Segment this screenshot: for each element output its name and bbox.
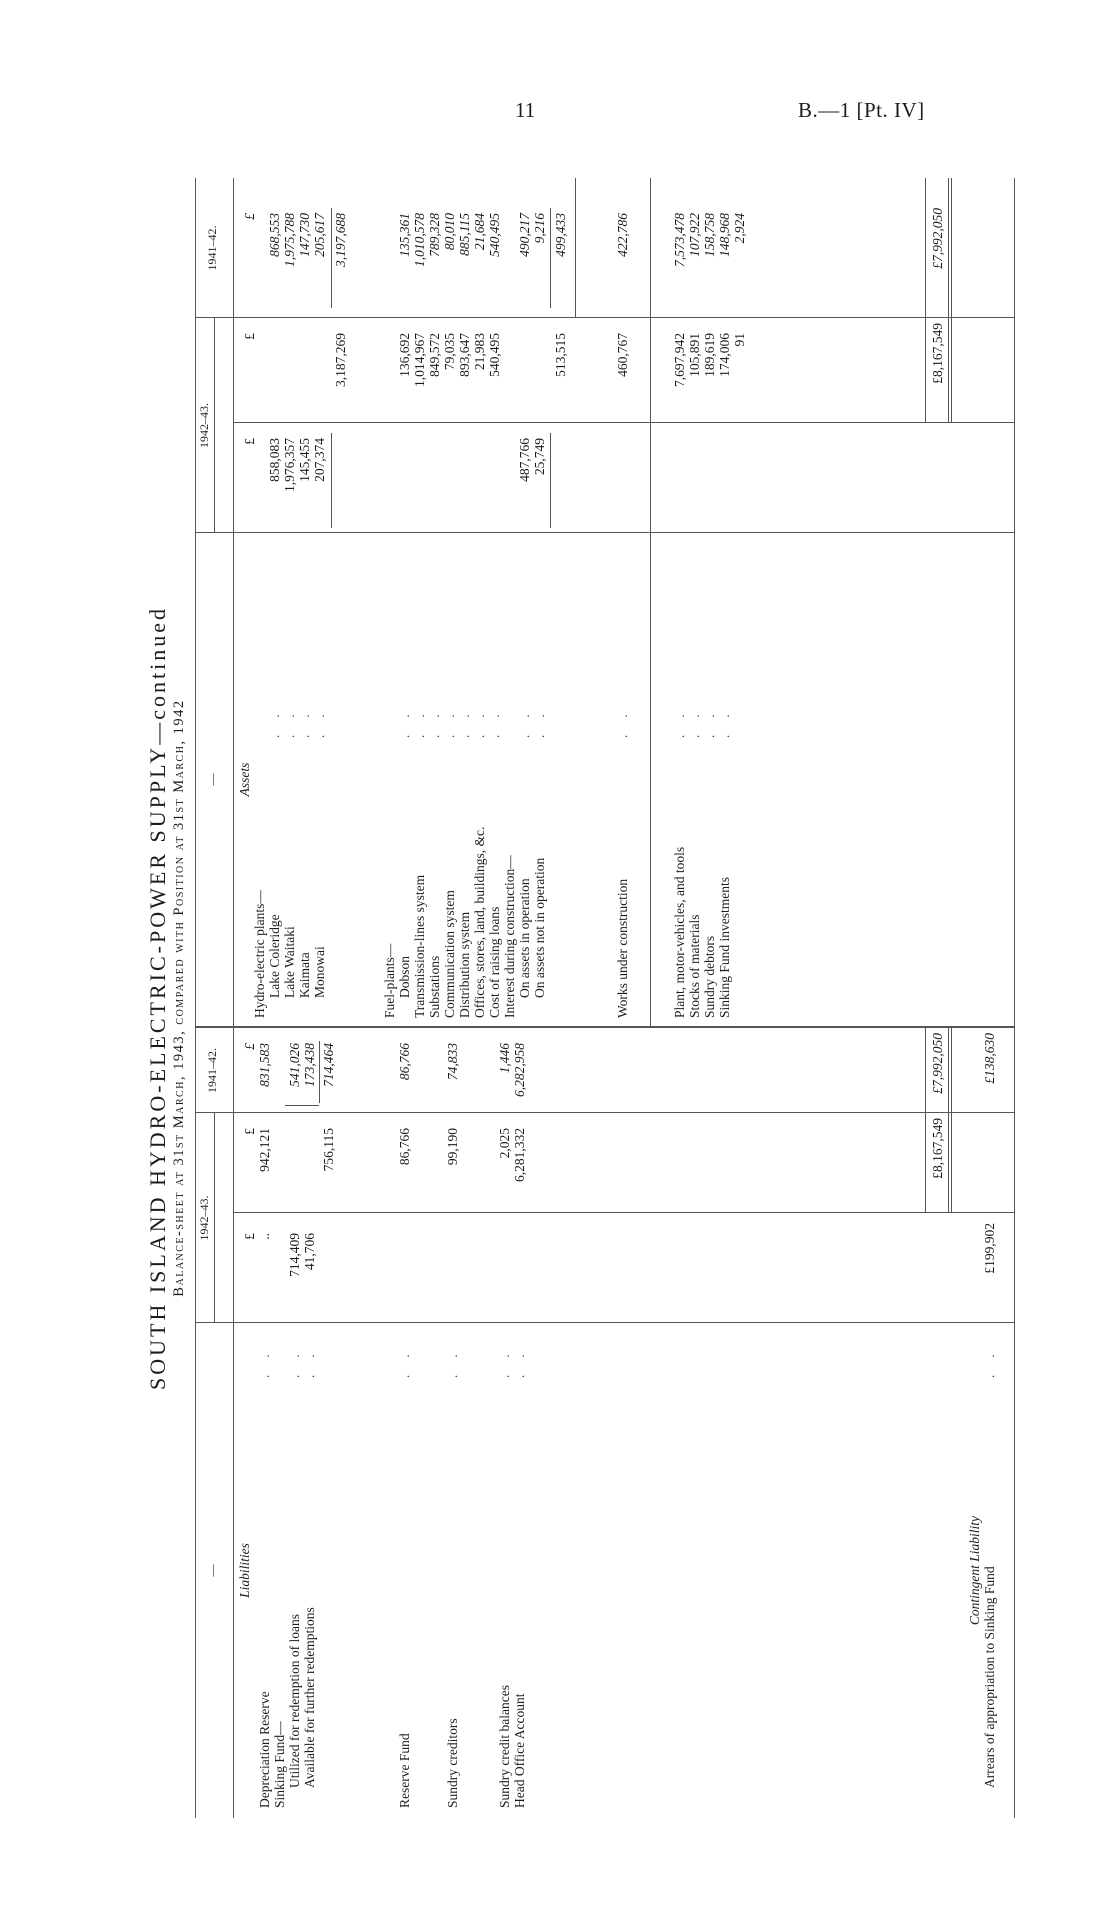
sundry-credit-balances-dots: . . [497, 1347, 512, 1378]
liab-total-prior: £7,992,050 [930, 1033, 945, 1094]
plant-prior: 7,573,478 [672, 213, 687, 267]
monowai-dots: . . [312, 707, 327, 738]
dobson-dots: . . [397, 707, 412, 738]
in-operation-dots: . . [517, 707, 532, 738]
plant-dots: . . [672, 707, 687, 738]
debtors-label: Sundry debtors [702, 935, 717, 1018]
sundry-creditors-label: Sundry creditors [445, 1718, 460, 1808]
in-operation-prior: 490,217 [517, 213, 532, 257]
interest-total-prior: 499,433 [553, 213, 568, 257]
liab-col-1943-header: 1942–43. [197, 1195, 211, 1241]
sinking-fund-label: Sinking Fund— [272, 1721, 287, 1808]
head-office-b: 6,281,332 [512, 1128, 527, 1182]
distribution-prior: 885,115 [457, 213, 472, 256]
monowai-prior: 205,617 [312, 213, 327, 257]
available-prior: 173,438 [302, 1043, 317, 1087]
communication-label: Communication system [442, 890, 457, 1018]
liab-total-rule-top [925, 1028, 926, 1213]
depreciation-reserve-label: Depreciation Reserve [257, 1691, 272, 1808]
sundry-credit-balances-prior: 1,446 [497, 1043, 512, 1074]
assets-heading: Assets [237, 762, 252, 797]
distribution-b: 893,647 [457, 333, 472, 377]
fuel-plants-label: Fuel-plants— [382, 943, 397, 1018]
works-prior: 422,786 [615, 213, 630, 257]
asset-total-rule-bottom-2 [951, 178, 952, 423]
arrears-dots: . . [982, 1347, 997, 1378]
sf-investments-dots: . . [717, 707, 732, 738]
reserve-fund-prior: 86,766 [397, 1043, 412, 1081]
head-office-label: Head Office Account [512, 1693, 527, 1808]
utilized-dots: . . [287, 1347, 302, 1378]
depreciation-reserve-prior: 831,583 [257, 1043, 272, 1087]
kaimata-label: Kaimata [297, 952, 312, 998]
sf-extra-b: 91 [732, 333, 747, 347]
depreciation-reserve-dots: . . [257, 1347, 272, 1378]
offices-b: 21,983 [472, 333, 487, 371]
hydro-subtotal-underline [331, 433, 332, 528]
transmission-dots: . . [412, 707, 427, 738]
communication-dots: . . [442, 707, 457, 738]
asset-pound-a: £ [242, 438, 257, 445]
liab-total-rule-bottom-2 [951, 1028, 952, 1213]
interest-label: Interest during construction— [502, 855, 517, 1018]
asset-total-prior: £7,992,050 [930, 208, 945, 269]
cost-loans-b: 540,495 [487, 333, 502, 377]
hydro-plants-label: Hydro-electric plants— [252, 890, 267, 1018]
sinking-subtotal-rule [285, 1105, 319, 1106]
lake-waitaki-dots: . . [282, 707, 297, 738]
liab-col-a-rule [195, 1322, 1015, 1323]
asset-total-rule-bottom [948, 178, 949, 423]
substations-prior: 789,328 [427, 213, 442, 257]
lake-waitaki-prior: 1,975,788 [282, 213, 297, 267]
transmission-prior: 1,010,578 [412, 213, 427, 267]
reserve-fund-label: Reserve Fund [397, 1733, 412, 1808]
sf-extra-prior: 2,924 [732, 213, 747, 244]
not-operation-a: 25,749 [532, 438, 547, 476]
contingent-heading: Contingent Liability [967, 1515, 982, 1626]
lake-waitaki-a: 1,976,357 [282, 438, 297, 492]
page-reference: B.—1 [Pt. IV] [798, 98, 925, 122]
stocks-b: 105,891 [687, 333, 702, 377]
header-rule [233, 178, 234, 1818]
sinking-total-prior: 714,464 [321, 1043, 336, 1087]
substations-dots: . . [427, 707, 442, 738]
stocks-label: Stocks of materials [687, 914, 702, 1018]
sundry-creditors-b: 99,190 [445, 1128, 460, 1166]
asset-col-1943-header: 1942–43. [197, 403, 211, 448]
lake-coleridge-label: Lake Coleridge [267, 914, 282, 998]
asset-dash-header: — [205, 773, 219, 786]
transmission-label: Transmission-lines system [412, 874, 427, 1018]
interest-subtotal-prior-underline [550, 208, 551, 308]
interest-section-rule [575, 178, 576, 318]
cost-loans-prior: 540,495 [487, 213, 502, 257]
debtors-prior: 158,758 [702, 213, 717, 257]
reserve-fund-b: 86,766 [397, 1128, 412, 1166]
cost-loans-label: Cost of raising loans [487, 906, 502, 1018]
top-rule [195, 178, 196, 1818]
liab-pound-b: £ [242, 1128, 257, 1135]
cost-loans-dots: . . [487, 707, 502, 738]
liab-year-split [214, 1113, 215, 1323]
asset-pound-c: £ [242, 213, 257, 220]
sf-investments-b: 174,006 [717, 333, 732, 377]
interest-total-b: 513,515 [553, 333, 568, 377]
dobson-prior: 135,361 [397, 213, 412, 257]
interest-subtotal-underline [550, 433, 551, 528]
sheet-title: SOUTH ISLAND HYDRO-ELECTRIC-POWER SUPPLY—continued [145, 606, 170, 1390]
offices-dots: . . [472, 707, 487, 738]
dobson-label: Dobson [397, 955, 412, 998]
distribution-label: Distribution system [457, 911, 472, 1018]
available-label: Available for further redemptions [302, 1607, 317, 1788]
substations-label: Substations [427, 955, 442, 1018]
communication-b: 79,035 [442, 333, 457, 371]
works-rule [650, 178, 651, 1026]
hydro-subtotal-prior-underline [331, 208, 332, 308]
plant-b: 7,697,942 [672, 333, 687, 387]
stocks-dots: . . [687, 707, 702, 738]
liab-col-c-rule [195, 1112, 1015, 1113]
sundry-credit-balances-label: Sundry credit balances [497, 1685, 512, 1808]
utilized-label: Utilized for redemption of loans [287, 1614, 302, 1788]
kaimata-prior: 147,730 [297, 213, 312, 257]
lake-coleridge-prior: 868,553 [267, 213, 282, 257]
sundry-credit-balances-b: 2,025 [497, 1128, 512, 1159]
hydro-total-prior: 3,197,688 [333, 213, 348, 267]
works-label: Works under construction [615, 878, 630, 1018]
sundry-creditors-prior: 74,833 [445, 1043, 460, 1081]
lake-coleridge-dots: . . [267, 707, 282, 738]
asset-pound-b: £ [242, 333, 257, 340]
utilized-a: 714,409 [287, 1233, 302, 1277]
dobson-b: 136,692 [397, 333, 412, 377]
plant-label: Plant, motor-vehicles, and tools [672, 846, 687, 1018]
monowai-label: Monowai [312, 946, 327, 998]
works-b: 460,767 [615, 333, 630, 377]
liab-pound-c: £ [242, 1043, 257, 1050]
debtors-b: 189,619 [702, 333, 717, 377]
works-dots: . . [615, 707, 630, 738]
in-operation-a: 487,766 [517, 438, 532, 482]
sinking-subtotal-underline [319, 1041, 320, 1103]
liab-col-b-rule [233, 1212, 1015, 1213]
sundry-creditors-dots: . . [445, 1347, 460, 1378]
sheet-subtitle: Balance-sheet at 31st March, 1943, compared with Position at 31st March, 1942 [171, 699, 187, 1297]
liab-dash-header: — [205, 1564, 219, 1577]
stocks-prior: 107,922 [687, 213, 702, 257]
asset-total-b: £8,167,549 [930, 323, 945, 384]
sinking-total-b: 756,115 [321, 1128, 336, 1172]
available-dots: . . [302, 1347, 317, 1378]
arrears-a: £199,902 [982, 1223, 997, 1274]
sf-investments-prior: 148,968 [717, 213, 732, 257]
liab-total-b: £8,167,549 [930, 1118, 945, 1179]
not-operation-label: On assets not in operation [532, 857, 547, 998]
monowai-a: 207,374 [312, 438, 327, 482]
not-operation-prior: 9,216 [532, 213, 547, 244]
head-office-dots: . . [512, 1347, 527, 1378]
transmission-b: 1,014,967 [412, 333, 427, 387]
liabilities-heading: Liabilities [237, 1543, 252, 1598]
kaimata-dots: . . [297, 707, 312, 738]
balance-sheet [145, 178, 1015, 1818]
lake-waitaki-label: Lake Waitaki [282, 926, 297, 998]
communication-prior: 80,010 [442, 213, 457, 251]
liab-pound-a: £ [242, 1233, 257, 1240]
sf-investments-label: Sinking Fund investments [717, 876, 732, 1018]
bottom-rule [1014, 178, 1015, 1818]
reserve-fund-dots: . . [397, 1347, 412, 1378]
page-number: 11 [515, 98, 536, 122]
asset-col-1942-header: 1941–42. [205, 225, 219, 271]
offices-label: Offices, stores, land, buildings, &c. [472, 826, 487, 1018]
debtors-dots: . . [702, 707, 717, 738]
hydro-total-b: 3,187,269 [333, 333, 348, 387]
utilized-prior: 541,026 [287, 1043, 302, 1087]
arrears-prior: £138,630 [982, 1033, 997, 1084]
asset-total-rule-top [925, 178, 926, 423]
depreciation-reserve-b: 942,121 [257, 1128, 272, 1172]
liab-col-1942-header: 1941–42. [205, 1048, 219, 1093]
asset-year-split [214, 318, 215, 533]
available-a: 41,706 [302, 1233, 317, 1271]
head-office-prior: 6,282,958 [512, 1043, 527, 1097]
arrears-label: Arrears of appropriation to Sinking Fund [982, 1566, 997, 1788]
distribution-dots: . . [457, 707, 472, 738]
substations-b: 849,572 [427, 333, 442, 377]
liab-total-rule-bottom [948, 1028, 949, 1213]
kaimata-a: 145,455 [297, 438, 312, 482]
centre-divider [195, 1026, 1015, 1028]
depreciation-reserve-a: .. [257, 1233, 272, 1240]
offices-prior: 21,684 [472, 213, 487, 251]
not-operation-dots: . . [532, 707, 547, 738]
lake-coleridge-a: 858,083 [267, 438, 282, 482]
in-operation-label: On assets in operation [517, 878, 532, 998]
